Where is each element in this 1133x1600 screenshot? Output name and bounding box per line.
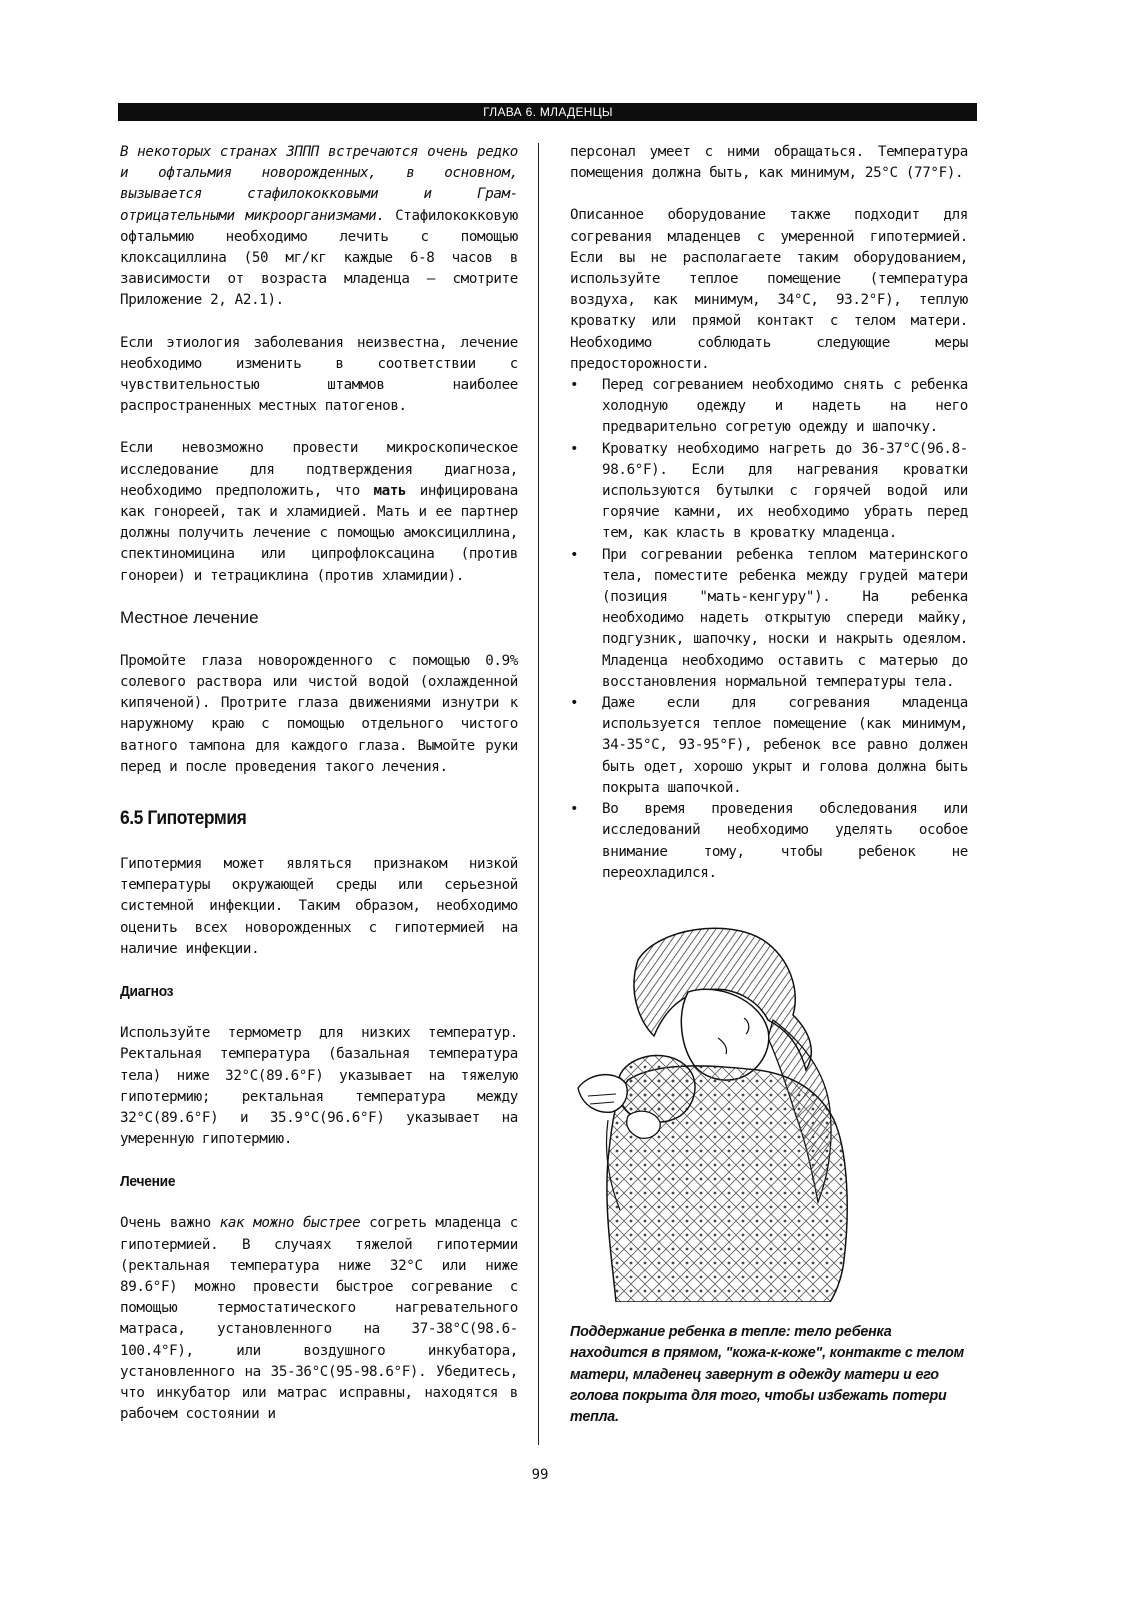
- bullet-icon: •: [570, 377, 579, 394]
- list-item: [570, 693, 968, 799]
- section-heading-hypothermia: 6.5 Гипотермия: [120, 808, 247, 830]
- text-run: Очень важно: [120, 1215, 220, 1232]
- text-run: Если невозможно провести микроскопическое исследование для подтверждения диагноза, необходимо предположить, что: [120, 440, 518, 499]
- bullet-icon: •: [570, 695, 579, 712]
- column-divider: [538, 143, 539, 1445]
- heading-diagnosis: Диагноз: [120, 983, 174, 1001]
- left-column: [120, 142, 518, 1425]
- text-run: согреть младенца с гипотермией. В случаях тяжелой гипотермии (ректальная температура ниже 32°С или ниже 89.6°F) можно провести быстрое согревание с помощью термостатического нагревательного матраса, установленного на 37-38°С(98.6-100.4°F), или воздушного инкубатора, установленного на 35-36°С(95-98.6°F). Убедитесь, что инкубатор или матрас исправны, находятся в рабочем состоянии и: [120, 1215, 518, 1423]
- italic-note: В некоторых странах ЗППП встречаются очень редко и офтальмия новорожденных, в основном, вызывается стафилококковыми и Грам-отрицательными микроорганизмами.: [120, 144, 518, 224]
- text-run: Стафилококковую офтальмию необходимо лечить с помощью клоксациллина (50 мг/кг каждые 6-8 часов в зависимости от возраста младенца – смотрите Приложение 2, А2.1).: [120, 207, 518, 309]
- subheading-local-treatment: Местное лечение: [120, 607, 259, 627]
- paragraph-treatment: [120, 1213, 518, 1425]
- right-column: [570, 142, 968, 884]
- list-item: [570, 439, 968, 545]
- paragraph-microscopy: [120, 438, 518, 586]
- italic-phrase: как можно быстрее: [219, 1215, 361, 1232]
- list-item: [570, 799, 968, 884]
- chapter-title: ГЛАВА 6. МЛАДЕНЦЫ: [483, 105, 613, 119]
- list-item-text: Даже если для согревания младенца используется теплое помещение (как минимум, 34-35°С, 93-95°F), ребенок все равно должен быть одет, хорошо укрыт и голова должна быть покрыта шапочкой.: [602, 695, 968, 796]
- list-item-text: Кроватку необходимо нагреть до 36-37°С(96.8-98.6°F). Если для нагревания кроватки используются бутылки с горячей водой или горячие камни, их необходимо убрать перед тем, как класть в кроватку младенца.: [602, 440, 968, 542]
- list-item-text: Перед согреванием необходимо снять с ребенка холодную одежду и надеть на него предварительно согретую одежду и шапочку.: [602, 377, 968, 436]
- paragraph-hypothermia-intro: Гипотермия может являться признаком низкой температуры окружающей среды или серьезной системной инфекции. Таким образом, необходимо оценить всех новорожденных с гипотермией на наличие инфекции.: [120, 856, 518, 957]
- list-item: [570, 545, 968, 693]
- paragraph-equipment: Описанное оборудование также подходит для согревания младенцев с умеренной гипотермией. Если вы не располагаете таким оборудованием, используйте теплое помещение (температура воздуха, как минимум, 34°С, 93.2°F), теплую кроватку или прямой контакт с телом матери. Необходимо соблюдать следующие меры предосторожности.: [570, 207, 968, 372]
- paragraph-diagnosis: Используйте термометр для низких температур. Ректальная температура (базальная температура тела) ниже 32°С(89.6°F) указывает на тяжелую гипотермию; ректальная температура между 32°С(89.6°F) и 35.9°С(96.6°F) указывает на умеренную гипотермию.: [120, 1025, 518, 1148]
- list-item-text: При согревании ребенка теплом материнского тела, поместите ребенка между грудей матери (позиция "мать-кенгуру"). На ребенка необходимо надеть открытую спереди майку, подгузник, шапочку, носки и накрыть одеялом. Младенца необходимо оставить с матерью до восстановления нормальной температуры тела.: [602, 546, 968, 690]
- bullet-icon: •: [570, 801, 579, 818]
- figure-caption: Поддержание ребенка в тепле: тело ребенка находится в прямом, "кожа-к-коже", контакте с телом матери, младенец завернут в одежду матери и его голова покрыта для того, чтобы избежать потери тепла.: [570, 1324, 965, 1426]
- list-item-text: Во время проведения обследования или исследований необходимо уделять особое внимание тому, чтобы ребенок не переохладился.: [602, 801, 968, 881]
- heading-treatment: Лечение: [120, 1173, 176, 1191]
- kangaroo-care-illustration: [568, 920, 898, 1302]
- bullet-icon: •: [570, 440, 579, 457]
- paragraph-stds-ophthalmia: [120, 142, 518, 312]
- bold-word: мать: [373, 482, 407, 499]
- page-number: 99: [531, 1467, 549, 1483]
- precautions-list: [570, 375, 968, 884]
- list-item: [570, 375, 968, 439]
- text-run: инфицирована как гонореей, так и хламидией. Мать и ее партнер должны получить лечение с помощью амоксициллина, спектиномицина или ципрофлоксацина (против гонореи) и тетрациклина (против хламидии).: [120, 482, 518, 584]
- paragraph-staff-temperature: персонал умеет с ними обращаться. Температура помещения должна быть, как минимум, 25°С (77°F).: [570, 144, 968, 182]
- paragraph-etiology: Если этиология заболевания неизвестна, лечение необходимо изменить в соответствии с чувствительностью штаммов наиболее распространенных местных патогенов.: [120, 334, 518, 415]
- bullet-icon: •: [570, 546, 579, 563]
- paragraph-eye-wash: Промойте глаза новорожденного с помощью 0.9% солевого раствора или чистой водой (охлажденной кипяченой). Протрите глаза движениями изнутри к наружному краю с помощью отдельного чистого ватного тампона для каждого глаза. Вымойте руки перед и после проведения такого лечения.: [120, 652, 518, 775]
